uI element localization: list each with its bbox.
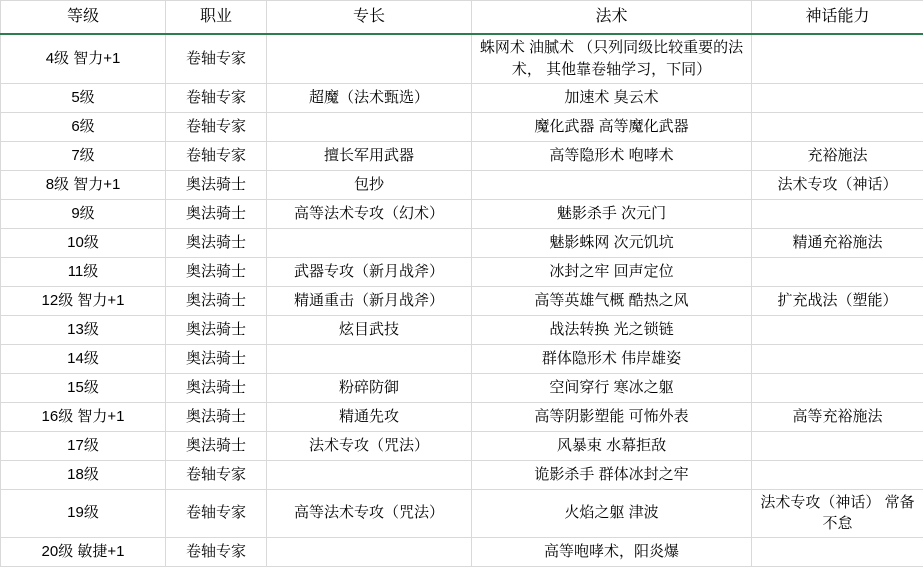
table-row <box>1 34 923 83</box>
cell-level: 17级 <box>1 431 166 460</box>
cell-feat: 超魔（法术甄选） <box>267 83 472 112</box>
column-header-mythic: 神话能力 <box>752 1 923 35</box>
cell-spells: 火焰之躯 津波 <box>472 489 752 538</box>
cell-level: 20级 敏捷+1 <box>1 538 166 567</box>
cell-level: 11级 <box>1 257 166 286</box>
cell-mythic <box>752 431 923 460</box>
cell-level: 7级 <box>1 141 166 170</box>
cell-class: 卷轴专家 <box>166 112 267 141</box>
table-row <box>1 373 923 402</box>
cell-class: 卷轴专家 <box>166 460 267 489</box>
cell-spells: 加速术 臭云术 <box>472 83 752 112</box>
cell-level: 5级 <box>1 83 166 112</box>
cell-mythic <box>752 112 923 141</box>
cell-spells: 战法转换 光之锁链 <box>472 315 752 344</box>
cell-level: 8级 智力+1 <box>1 170 166 199</box>
cell-mythic: 高等充裕施法 <box>752 402 923 431</box>
cell-spells: 空间穿行 寒冰之躯 <box>472 373 752 402</box>
cell-spells: 群体隐形术 伟岸雄姿 <box>472 344 752 373</box>
cell-mythic: 法术专攻（神话） <box>752 170 923 199</box>
cell-spells: 高等英雄气概 酷热之风 <box>472 286 752 315</box>
cell-level: 4级 智力+1 <box>1 34 166 83</box>
cell-level: 13级 <box>1 315 166 344</box>
cell-mythic <box>752 199 923 228</box>
column-header-feat: 专长 <box>267 1 472 35</box>
cell-spells: 高等隐形术 咆哮术 <box>472 141 752 170</box>
cell-level: 14级 <box>1 344 166 373</box>
cell-level: 15级 <box>1 373 166 402</box>
cell-spells: 蛛网术 油腻术 （只列同级比较重要的法术， 其他靠卷轴学习，下同） <box>472 34 752 83</box>
cell-level: 6级 <box>1 112 166 141</box>
cell-spells: 高等咆哮术，阳炎爆 <box>472 538 752 567</box>
column-header-spells: 法术 <box>472 1 752 35</box>
cell-class: 奥法骑士 <box>166 228 267 257</box>
cell-mythic <box>752 83 923 112</box>
table-row <box>1 257 923 286</box>
cell-mythic: 扩充战法（塑能） <box>752 286 923 315</box>
cell-level: 16级 智力+1 <box>1 402 166 431</box>
table-row <box>1 315 923 344</box>
cell-class: 奥法骑士 <box>166 315 267 344</box>
cell-mythic <box>752 257 923 286</box>
cell-class: 奥法骑士 <box>166 170 267 199</box>
cell-spells <box>472 170 752 199</box>
cell-feat <box>267 344 472 373</box>
cell-mythic <box>752 373 923 402</box>
cell-feat: 高等法术专攻（幻术） <box>267 199 472 228</box>
cell-spells: 风暴束 水幕拒敌 <box>472 431 752 460</box>
cell-mythic <box>752 315 923 344</box>
cell-class: 卷轴专家 <box>166 141 267 170</box>
cell-feat: 粉碎防御 <box>267 373 472 402</box>
cell-mythic <box>752 34 923 83</box>
cell-class: 奥法骑士 <box>166 199 267 228</box>
cell-mythic <box>752 538 923 567</box>
table-row <box>1 83 923 112</box>
header-row <box>1 1 923 35</box>
cell-feat <box>267 538 472 567</box>
cell-class: 奥法骑士 <box>166 402 267 431</box>
cell-feat: 包抄 <box>267 170 472 199</box>
table-row <box>1 286 923 315</box>
table-row <box>1 112 923 141</box>
table-row <box>1 489 923 538</box>
cell-feat <box>267 228 472 257</box>
cell-feat: 精通先攻 <box>267 402 472 431</box>
cell-level: 18级 <box>1 460 166 489</box>
column-header-class: 职业 <box>166 1 267 35</box>
cell-mythic: 精通充裕施法 <box>752 228 923 257</box>
table-row <box>1 141 923 170</box>
cell-feat: 炫目武技 <box>267 315 472 344</box>
cell-class: 奥法骑士 <box>166 431 267 460</box>
table-row <box>1 460 923 489</box>
cell-feat <box>267 460 472 489</box>
cell-feat: 精通重击（新月战斧） <box>267 286 472 315</box>
table-header <box>1 1 923 35</box>
table-body <box>1 34 923 567</box>
column-header-level: 等级 <box>1 1 166 35</box>
cell-level: 19级 <box>1 489 166 538</box>
cell-mythic: 法术专攻（神话） 常备不怠 <box>752 489 923 538</box>
cell-spells: 魅影蛛网 次元饥坑 <box>472 228 752 257</box>
table-row <box>1 344 923 373</box>
table-row <box>1 228 923 257</box>
cell-feat <box>267 34 472 83</box>
cell-feat <box>267 112 472 141</box>
cell-mythic <box>752 460 923 489</box>
cell-class: 奥法骑士 <box>166 286 267 315</box>
cell-feat: 武器专攻（新月战斧） <box>267 257 472 286</box>
cell-class: 卷轴专家 <box>166 34 267 83</box>
cell-mythic <box>752 344 923 373</box>
cell-spells: 魔化武器 高等魔化武器 <box>472 112 752 141</box>
table-row <box>1 538 923 567</box>
cell-level: 10级 <box>1 228 166 257</box>
cell-feat: 高等法术专攻（咒法） <box>267 489 472 538</box>
cell-mythic: 充裕施法 <box>752 141 923 170</box>
cell-spells: 魅影杀手 次元门 <box>472 199 752 228</box>
cell-class: 奥法骑士 <box>166 257 267 286</box>
cell-spells: 诡影杀手 群体冰封之牢 <box>472 460 752 489</box>
cell-class: 奥法骑士 <box>166 344 267 373</box>
cell-class: 卷轴专家 <box>166 83 267 112</box>
table-row <box>1 170 923 199</box>
table-row <box>1 402 923 431</box>
cell-spells: 高等阴影塑能 可怖外表 <box>472 402 752 431</box>
cell-class: 奥法骑士 <box>166 373 267 402</box>
cell-class: 卷轴专家 <box>166 489 267 538</box>
cell-class: 卷轴专家 <box>166 538 267 567</box>
cell-feat: 擅长军用武器 <box>267 141 472 170</box>
table-row <box>1 199 923 228</box>
table-row <box>1 431 923 460</box>
cell-spells: 冰封之牢 回声定位 <box>472 257 752 286</box>
cell-level: 9级 <box>1 199 166 228</box>
cell-feat: 法术专攻（咒法） <box>267 431 472 460</box>
cell-level: 12级 智力+1 <box>1 286 166 315</box>
